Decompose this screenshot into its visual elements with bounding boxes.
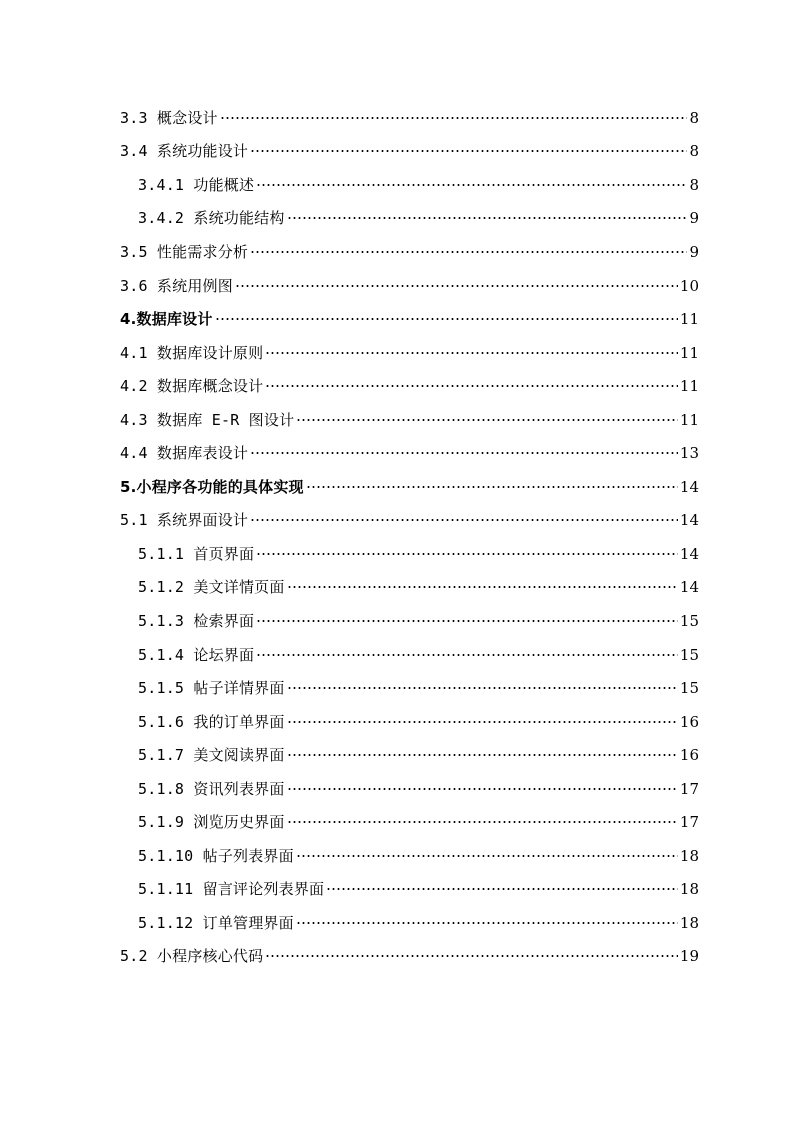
toc-entry[interactable]: [0, 571, 793, 605]
dot-leader: [215, 318, 678, 320]
toc-entry-title: 5.1.9 浏览历史界面: [138, 813, 285, 832]
toc-entry-page-number: 11: [679, 343, 699, 362]
toc-entry[interactable]: [0, 135, 793, 169]
toc-entry-page-number: 18: [679, 880, 699, 899]
toc-entry[interactable]: [0, 671, 793, 705]
dot-leader: [306, 486, 678, 488]
dot-leader: [250, 452, 678, 454]
toc-entry[interactable]: [0, 772, 793, 806]
toc-entry-page-number: 9: [689, 209, 699, 228]
toc-entry-page-number: 14: [679, 477, 699, 496]
toc-entry[interactable]: [0, 235, 793, 269]
toc-entry[interactable]: [0, 302, 793, 336]
toc-entry-title: 3.3 概念设计: [120, 108, 218, 127]
toc-entry[interactable]: [0, 403, 793, 437]
toc-entry[interactable]: [0, 638, 793, 672]
dot-leader: [287, 586, 678, 588]
toc-entry-title: 4.数据库设计: [120, 310, 213, 329]
toc-entry-page-number: 10: [679, 276, 699, 295]
toc-entry[interactable]: [0, 202, 793, 236]
toc-entry-title: 3.6 系统用例图: [120, 276, 233, 295]
toc-entry-title: 5.2 小程序核心代码: [120, 947, 264, 966]
dot-leader: [235, 285, 678, 287]
dot-leader: [287, 821, 678, 823]
toc-entry-title: 4.4 数据库表设计: [120, 444, 249, 463]
toc-entry[interactable]: [0, 436, 793, 470]
toc-entry-page-number: 17: [679, 779, 699, 798]
toc-entry-page-number: 19: [679, 947, 699, 966]
toc-entry-page-number: 8: [689, 142, 699, 161]
toc-entry-page-number: 11: [679, 310, 699, 329]
dot-leader: [287, 788, 678, 790]
toc-entry[interactable]: [0, 873, 793, 907]
toc-entry-title: 5.1.12 订单管理界面: [138, 913, 294, 932]
dot-leader: [296, 855, 678, 857]
dot-leader: [287, 687, 678, 689]
dot-leader: [256, 553, 678, 555]
toc-entry-page-number: 15: [679, 679, 699, 698]
toc-entry-page-number: 18: [679, 846, 699, 865]
dot-leader: [326, 888, 678, 890]
dot-leader: [287, 721, 678, 723]
dot-leader: [256, 654, 678, 656]
toc-entry-title: 5.1.5 帖子详情界面: [138, 679, 285, 698]
toc-entry-title: 3.4.2 系统功能结构: [138, 209, 285, 228]
dot-leader: [296, 922, 678, 924]
toc-entry-title: 3.5 性能需求分析: [120, 242, 249, 261]
toc-entry-title: 5.1.2 美文详情页面: [138, 578, 285, 597]
dot-leader: [250, 251, 687, 253]
toc-entry-page-number: 11: [679, 377, 699, 396]
toc-entry-title: 4.3 数据库 E-R 图设计: [120, 410, 295, 429]
toc-entry[interactable]: [0, 168, 793, 202]
toc-entry[interactable]: [0, 604, 793, 638]
toc-entry-page-number: 15: [679, 611, 699, 630]
toc-entry-page-number: 11: [679, 410, 699, 429]
toc-entry[interactable]: [0, 504, 793, 538]
toc-entry[interactable]: [0, 336, 793, 370]
toc-entry-title: 4.1 数据库设计原则: [120, 343, 264, 362]
toc-entry-page-number: 15: [679, 645, 699, 664]
toc-entry-page-number: 17: [679, 813, 699, 832]
toc-entry-page-number: 14: [679, 578, 699, 597]
toc-entry[interactable]: [0, 705, 793, 739]
toc-entry-page-number: 14: [679, 544, 699, 563]
toc-entry-title: 5.1.6 我的订单界面: [138, 712, 285, 731]
toc-entry[interactable]: [0, 805, 793, 839]
toc-entry-title: 5.1.4 论坛界面: [138, 645, 255, 664]
toc-entry[interactable]: [0, 906, 793, 940]
dot-leader: [256, 184, 687, 186]
dot-leader: [250, 150, 687, 152]
dot-leader: [220, 117, 688, 119]
dot-leader: [250, 519, 678, 521]
dot-leader: [265, 385, 678, 387]
toc-entry-title: 5.1 系统界面设计: [120, 511, 249, 530]
toc-entry-page-number: 8: [689, 108, 699, 127]
toc-entry[interactable]: [0, 738, 793, 772]
toc-entry-title: 4.2 数据库概念设计: [120, 377, 264, 396]
toc-entry[interactable]: [0, 101, 793, 135]
toc-entry[interactable]: [0, 369, 793, 403]
toc-entry-title: 5.1.1 首页界面: [138, 544, 255, 563]
toc-entry[interactable]: [0, 839, 793, 873]
toc-entry-page-number: 9: [689, 242, 699, 261]
dot-leader: [265, 955, 678, 957]
toc-entry-title: 3.4.1 功能概述: [138, 175, 255, 194]
toc-entry-page-number: 8: [689, 175, 699, 194]
dot-leader: [265, 352, 678, 354]
toc-entry[interactable]: [0, 269, 793, 303]
toc-entry-title: 3.4 系统功能设计: [120, 142, 249, 161]
toc-entry[interactable]: [0, 940, 793, 974]
toc-entry-page-number: 13: [679, 444, 699, 463]
toc-entry-page-number: 18: [679, 913, 699, 932]
toc-entry-title: 5.1.10 帖子列表界面: [138, 846, 294, 865]
dot-leader: [287, 217, 688, 219]
toc-entry-title: 5.小程序各功能的具体实现: [120, 477, 304, 496]
toc-entry[interactable]: [0, 537, 793, 571]
toc-entry[interactable]: [0, 470, 793, 504]
table-of-contents: [0, 101, 793, 973]
toc-entry-title: 5.1.3 检索界面: [138, 611, 255, 630]
toc-entry-page-number: 16: [679, 746, 699, 765]
toc-entry-title: 5.1.11 留言评论列表界面: [138, 880, 325, 899]
toc-entry-title: 5.1.7 美文阅读界面: [138, 746, 285, 765]
dot-leader: [296, 419, 678, 421]
toc-entry-page-number: 14: [679, 511, 699, 530]
toc-entry-page-number: 16: [679, 712, 699, 731]
dot-leader: [256, 620, 678, 622]
toc-entry-title: 5.1.8 资讯列表界面: [138, 779, 285, 798]
dot-leader: [287, 754, 678, 756]
